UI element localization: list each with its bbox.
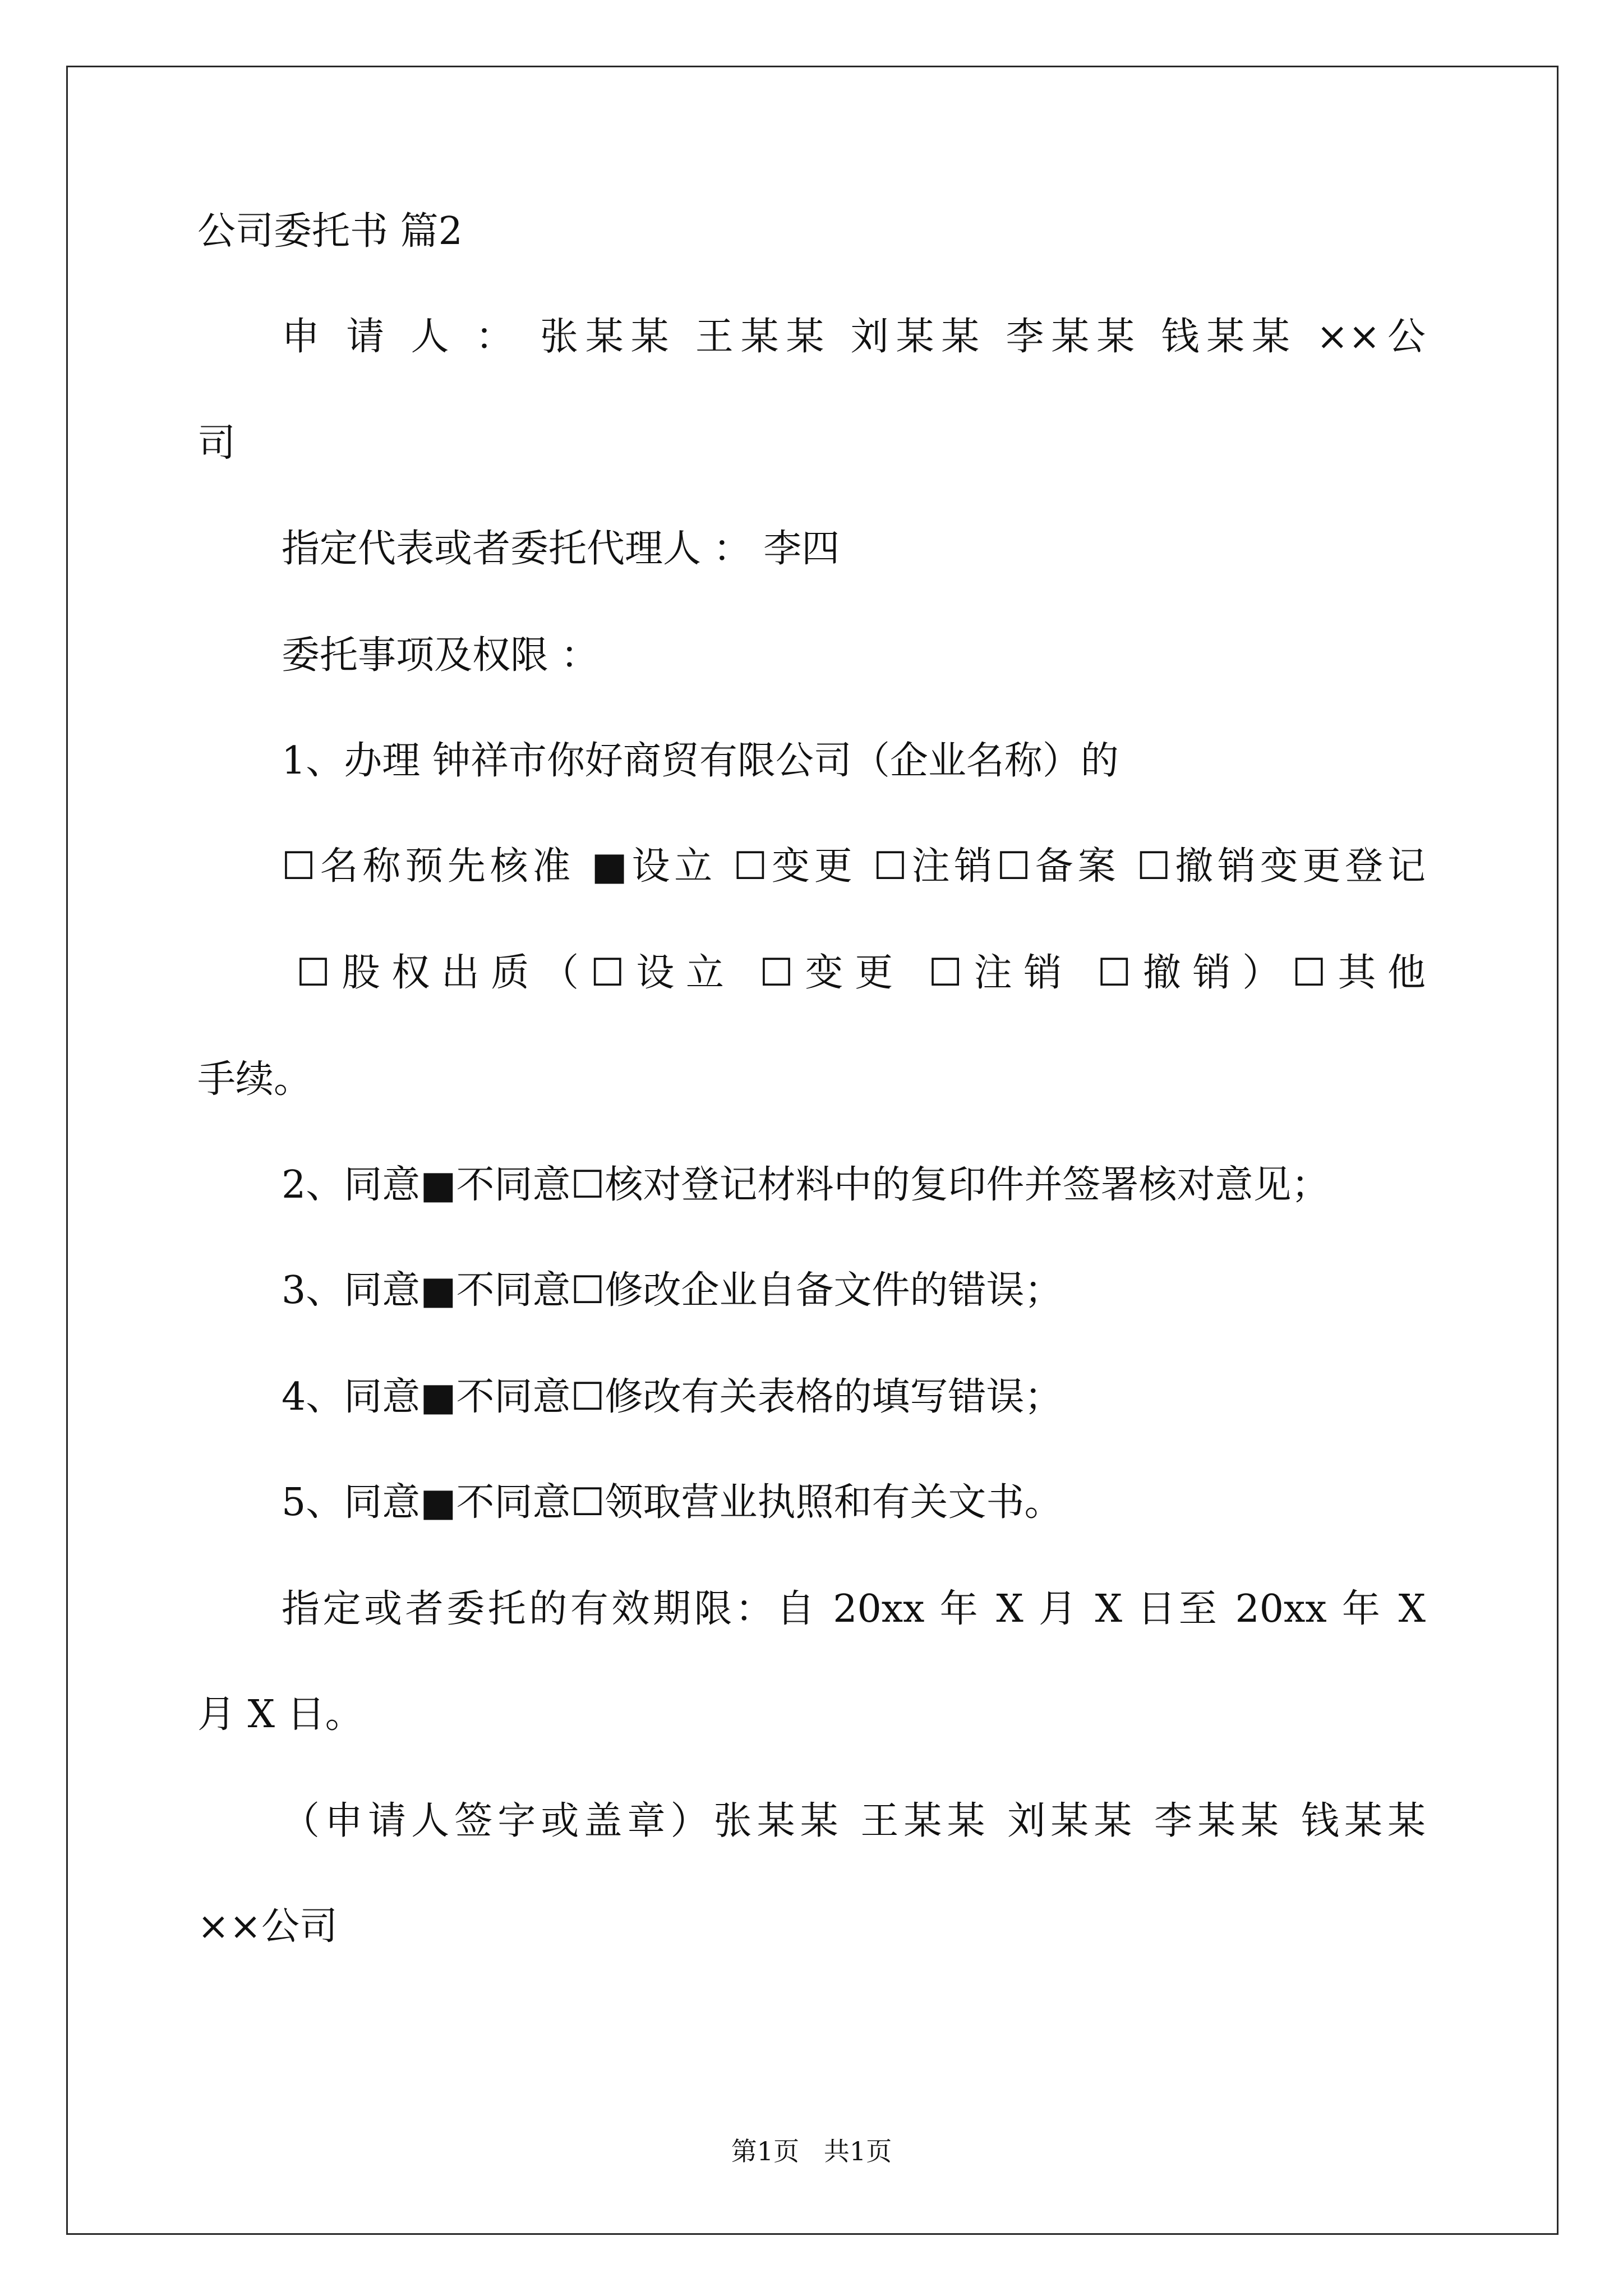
item1-line3: ☐股权出质（☐设立 ☐变更 ☐注销 ☐撤销）☐其他 (296, 951, 1426, 995)
validity-line1: 指定或者委托的有效期限：自 20xx 年 X 月 X 日至 20xx 年 X (282, 1587, 1426, 1631)
item2-line: 2、同意■不同意☐核对登记材料中的复印件并签署核对意见； (282, 1163, 1330, 1207)
item1-line1: 1、办理 钟祥市你好商贸有限公司（企业名称）的 (282, 739, 1119, 783)
applicant-line: 申 请 人 ： 张某某 王某某 刘某某 李某某 钱某某 ××公 (282, 315, 1426, 359)
document-title: 公司委托书 篇2 (197, 209, 463, 254)
item3-line: 3、同意■不同意☐修改企业自备文件的错误； (282, 1268, 1063, 1313)
item1-line2: ☐名称预先核准 ■设立 ☐变更 ☐注销☐备案 ☐撤销变更登记 (282, 844, 1426, 889)
signature-line1: （申请人签字或盖章）张某某 王某某 刘某某 李某某 钱某某 (282, 1799, 1426, 1843)
item1-line4: 手续。 (197, 1057, 312, 1102)
item5-line: 5、同意■不同意☐领取营业执照和有关文书。 (282, 1480, 1063, 1525)
applicant-line-cont: 司 (197, 421, 236, 466)
representative-line: 指定代表或者委托代理人 ： 李四 (282, 527, 840, 571)
validity-line2: 月 X 日。 (197, 1692, 363, 1737)
page-footer: 第1页 共1页 (731, 2136, 892, 2166)
matters-heading: 委托事项及权限 ： (282, 633, 599, 678)
signature-line2: ××公司 (197, 1904, 338, 1949)
item4-line: 4、同意■不同意☐修改有关表格的填写错误； (282, 1375, 1063, 1419)
